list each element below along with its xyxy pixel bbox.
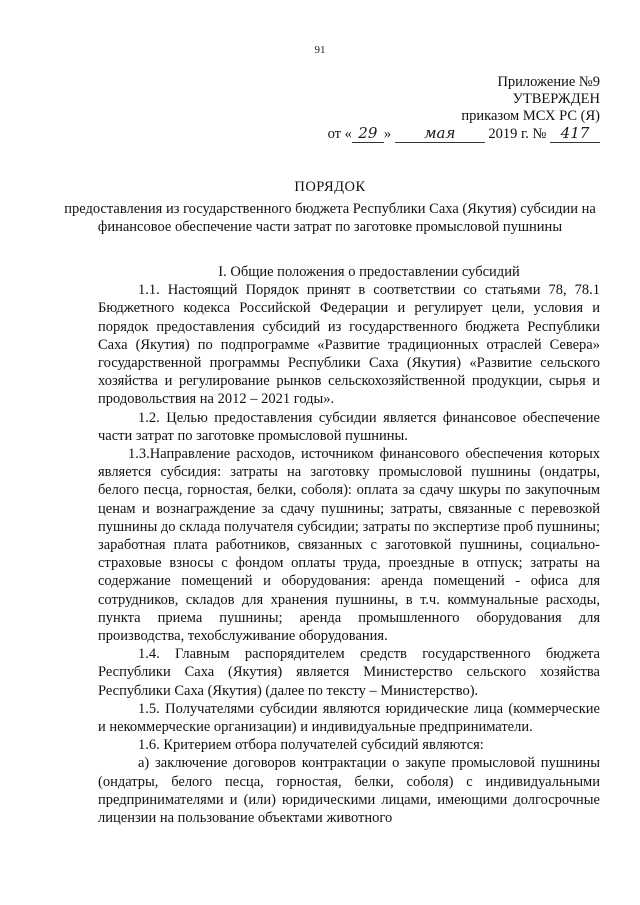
approved-label: УТВЕРЖДЕН [512,91,600,107]
date-mid: » [383,126,392,142]
paragraph-1-5: 1.5. Получателями субсидии являются юридические лица (коммерческие и некоммерческие организации) и индивидуальные предприниматели. [98,700,600,736]
order-date-line [328,125,600,143]
page-number: 91 [314,44,326,56]
paragraph-1-6-a: а) заключение договоров контрактации о закупе промысловой пушнины (ондатры, белого песца, горностая, белки, соболя) с индивидуальными предпринимателями и (или) юридическими лицами, имеющими долгосрочные лицензии на пользование объектами животного [98,755,600,827]
order-label: приказом МСХ РС (Я) [461,108,600,124]
paragraph-1-1: 1.1. Настоящий Порядок принят в соответствии со статьями 78, 78.1 Бюджетного кодекса Российской Федерации и регулирует цели, условия и порядок предоставления субсидий из государственного бюджета Республики Саха (Якутия) по подпрограмме «Развитие традиционных отраслей Севера» государственной программы Республики Саха (Якутия) «Развитие сельского хозяйства и регулирование рынков сельскохозяйственной продукции, сырья и продовольствия на 2012 – 2021 годы». [98,282,600,408]
paragraph-1-4: 1.4. Главным распорядителем средств государственного бюджета Республики Саха (Якутия) является Министерство сельского хозяйства Республики Саха (Якутия) (далее по тексту – Министерство). [98,646,600,699]
document-title-block [60,178,600,236]
document-body [98,263,600,827]
document-subtitle: предоставления из государственного бюджета Республики Саха (Якутия) субсидии на финансовое обеспечение части затрат по заготовке промысловой пушнины [64,201,596,235]
section-heading: I. Общие положения о предоставлении субсидий [218,264,520,280]
appendix-label: Приложение №9 [497,74,600,90]
date-year: 2019 г. № [488,126,547,142]
paragraph-1-3: 1.3.Направление расходов, источником финансового обеспечения которых является субсидия: затраты на заготовку промысловой пушнины (ондатры, белого песца, горностая, белки, соболя): оплата за сдачу шкуры по закупочным ценам и вознаграждение за сдачу пушнины; затраты, связанные с перевозкой пушнины до склада получателя субсидии; затраты по экспертизе проб пушнины; заработная плата работников, связанных с заготовкой пушнины, социально-страховые взносы с фондом оплаты труда, проездные в отпуск; затраты на содержание помещений и оборудования: аренда помещений - офиса для сотрудников, складов для хранения пушнины, в т.ч. коммунальные расходы, пункта приема пушнины; аренда промышленного оборудования для производства, техобслуживание оборудования. [98,446,600,645]
handwritten-order-number: 417 [550,125,600,143]
paragraph-1-2: 1.2. Целью предоставления субсидии является финансовое обеспечение части затрат по заготовке промысловой пушнины. [98,409,600,444]
handwritten-month: мая [395,125,485,143]
date-prefix: от « [327,126,352,142]
approval-block [328,74,600,143]
paragraph-1-6: 1.6. Критерием отбора получателей субсидий являются: [138,737,484,754]
document-title: ПОРЯДОК [294,179,366,195]
handwritten-day: 29 [352,125,384,143]
